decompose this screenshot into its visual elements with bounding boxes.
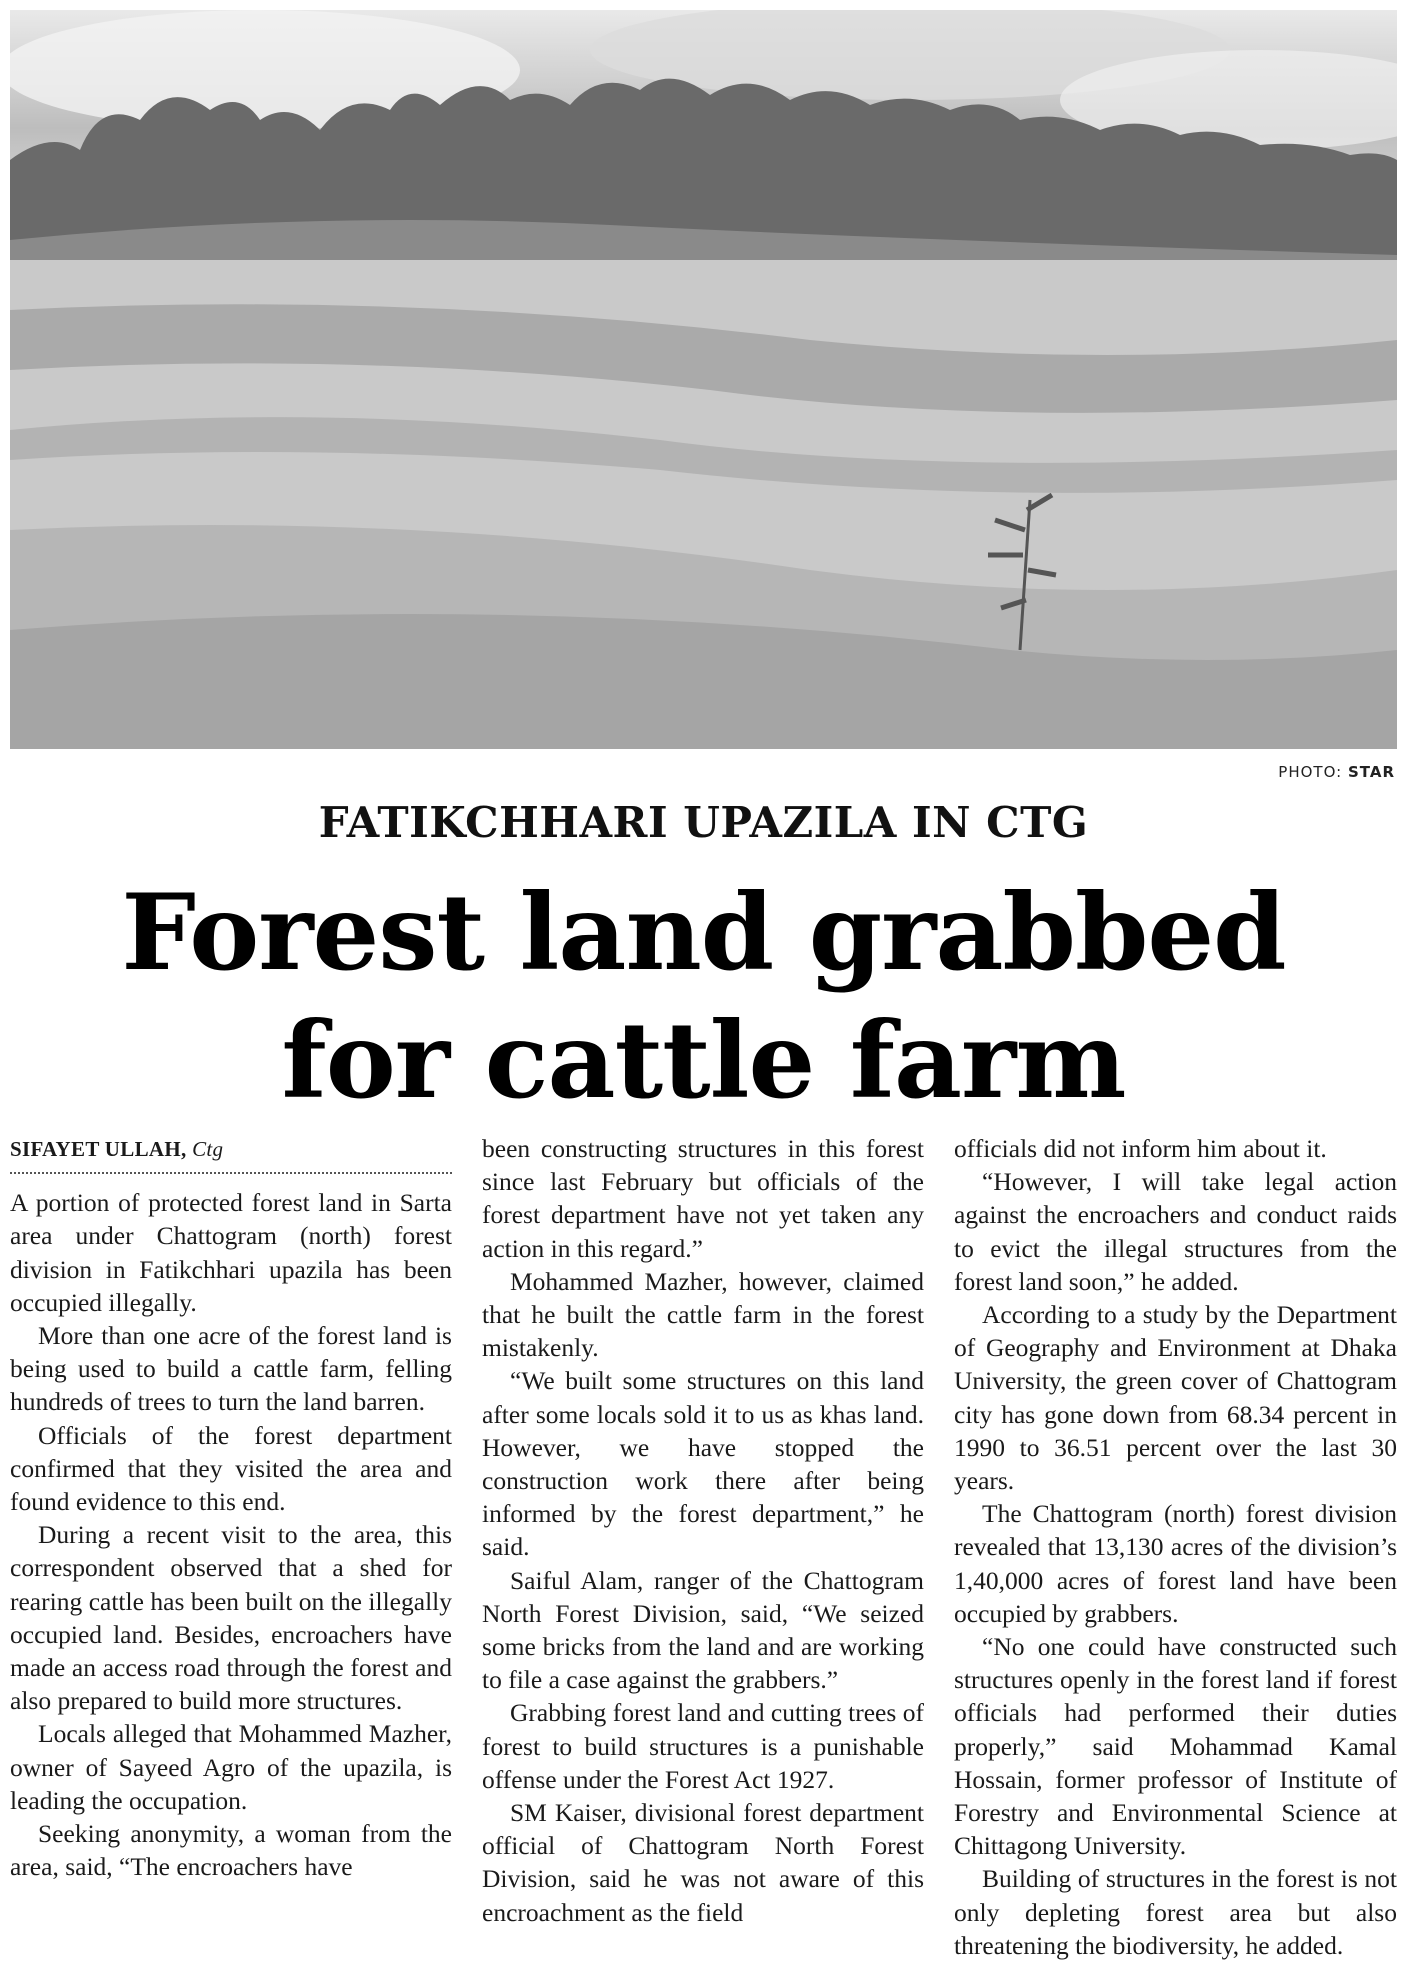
paragraph: “We built some structures on this land after some locals sold it to us as khas land. However, we have stopped the construction work there after being informed by the forest department,” he said. [482, 1366, 924, 1562]
article-kicker: FATIKCHHARI UPAZILA IN CTG [318, 798, 1089, 847]
paragraph: Seeking anonymity, a woman from the area, said, “The encroachers have [10, 1819, 452, 1882]
paragraph: More than one acre of the forest land is being used to build a cattle farm, felling hundreds of trees to turn the land barren. [10, 1321, 452, 1417]
paragraph: Mohammed Mazher, however, claimed that he built the cattle farm in the forest mistakenly. [482, 1266, 924, 1363]
paragraph: Locals alleged that Mohammed Mazher, owner of Sayeed Agro of the upazila, is leading the occupation. [10, 1719, 452, 1815]
article-headline [0, 868, 1407, 1124]
article-column-2 [482, 1132, 924, 1929]
paragraph: During a recent visit to the area, this correspondent observed that a shed for rearing cattle has been built on the illegally occupied land. Besides, encroachers have made an access road through the forest and also prepared to build more structures. [10, 1520, 452, 1716]
headline-line-1: Forest land grabbed [121, 870, 1286, 994]
landscape-photo-icon [10, 10, 1397, 749]
paragraph: “However, I will take legal action against the encroachers and conduct raids to evict the illegal structures from the forest land soon,” he added. [954, 1167, 1397, 1296]
photo-credit-source: STAR [1347, 763, 1395, 781]
paragraph: Building of structures in the forest is not only depleting forest area but also threatening the biodiversity, he added. [954, 1864, 1397, 1960]
paragraph: officials did not inform him about it. [954, 1134, 1327, 1163]
paragraph: According to a study by the Department of Geography and Environment at Dhaka University, the green cover of Chattogram city has gone down from 68.34 percent in 1990 to 36.51 percent over the last 30 years. [954, 1300, 1397, 1496]
paragraph: A portion of protected forest land in Sarta area under Chattogram (north) forest division in Fatikchhari upazila has been occupied illegally. [10, 1188, 452, 1317]
paragraph: SM Kaiser, divisional forest department official of Chattogram North Forest Division, said he was not aware of this encroachment as the field [482, 1798, 924, 1927]
forest-clearing-illustration [10, 10, 1397, 749]
paragraph: Grabbing forest land and cutting trees of forest to build structures is a punishable offense under the Forest Act 1927. [482, 1698, 924, 1794]
paragraph: Officials of the forest department confirmed that they visited the area and found evidence to this end. [10, 1420, 452, 1517]
paragraph: “No one could have constructed such structures openly in the forest land if forest officials had performed their duties properly,” said Mohammad Kamal Hossain, former professor of Institute of Forestry and Environmental Science at Chittagong University. [954, 1632, 1397, 1861]
paragraph: The Chattogram (north) forest division revealed that 13,130 acres of the division’s 1,40,000 acres of forest land have been occupied by grabbers. [954, 1499, 1397, 1628]
byline-name: SIFAYET ULLAH, [10, 1137, 187, 1161]
article-column-3 [954, 1132, 1397, 1962]
byline-place: Ctg [192, 1137, 224, 1161]
byline [10, 1133, 452, 1174]
headline-line-2: for cattle farm [281, 998, 1126, 1122]
paragraph: Saiful Alam, ranger of the Chattogram North Forest Division, said, “We seized some bricks from the land and are working to file a case against the grabbers.” [482, 1565, 924, 1695]
article-column-1 [10, 1133, 452, 1883]
photo-credit [1278, 763, 1395, 781]
photo-credit-prefix: PHOTO: [1278, 763, 1343, 781]
paragraph: been constructing structures in this forest since last February but officials of the forest department have not yet taken any action in this regard.” [482, 1134, 924, 1263]
